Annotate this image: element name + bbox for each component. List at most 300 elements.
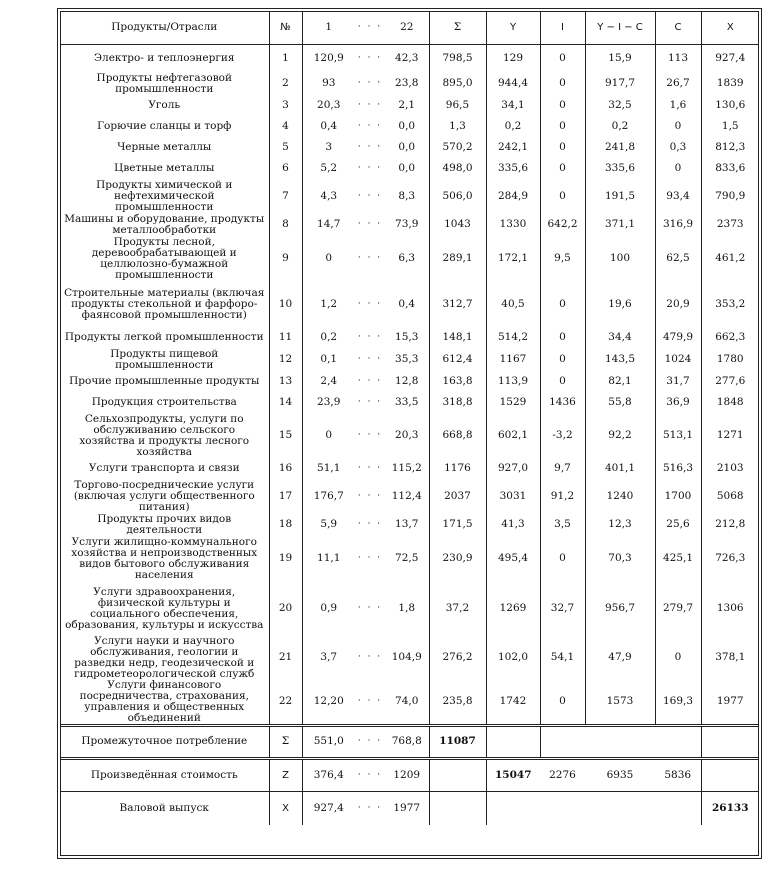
row-dots: · · · xyxy=(357,462,383,473)
value-added-y: 15047 xyxy=(486,758,540,791)
gross-output-col-22: 1977 xyxy=(385,791,429,825)
row-dots: · · · xyxy=(357,219,383,229)
x-value: 1,5 xyxy=(721,119,739,132)
header-y-i-c: Y − I − C xyxy=(585,11,655,45)
gross-output-label: Валовой выпуск xyxy=(60,791,269,825)
i-value: 0 xyxy=(540,116,585,137)
value-added-symbol: Z xyxy=(269,758,302,791)
c-value: 0,3 xyxy=(655,137,701,158)
sum-value: 2037 xyxy=(429,479,486,514)
y-value: 1742 xyxy=(486,680,540,726)
c-value: 113 xyxy=(655,45,701,73)
row-number: 15 xyxy=(269,414,302,458)
sum-value: 612,4 xyxy=(429,349,486,371)
row-number: 6 xyxy=(269,158,302,179)
product-name: Горючие сланцы и торф xyxy=(60,116,269,137)
empty-cell xyxy=(429,791,486,825)
product-name: Услуги здравоохранения, физической культуры и социального обеспечения, образования, культуры и искусства xyxy=(60,582,269,636)
y-value: 1529 xyxy=(486,392,540,414)
row-dots: · · · xyxy=(357,120,383,131)
y-i-c-value: 401,1 xyxy=(585,458,655,479)
i-value: 91,2 xyxy=(540,479,585,514)
col-22-value: 0,0 xyxy=(398,161,416,174)
y-i-c-value: 55,8 xyxy=(585,392,655,414)
row-dots: · · · xyxy=(357,53,383,64)
row-number: 13 xyxy=(269,371,302,392)
y-i-c-value: 70,3 xyxy=(585,536,655,582)
product-name: Черные металлы xyxy=(60,137,269,158)
sum-value: 96,5 xyxy=(429,95,486,116)
c-value: 1024 xyxy=(655,349,701,371)
col-22-value: 33,5 xyxy=(395,396,419,408)
value-added-i: 2276 xyxy=(540,758,585,791)
table-row xyxy=(60,371,759,392)
x-value: 277,6 xyxy=(715,374,746,387)
header-i: I xyxy=(540,11,585,45)
row-dots: · · · xyxy=(357,190,383,201)
empty-cell xyxy=(585,791,655,825)
sum-value: 318,8 xyxy=(429,392,486,414)
row-number: 3 xyxy=(269,95,302,116)
col-22-value: 12,8 xyxy=(395,374,419,387)
header-y: Y xyxy=(486,11,540,45)
c-value: 0 xyxy=(655,116,701,137)
col-22-value: 35,3 xyxy=(395,353,419,365)
c-value: 31,7 xyxy=(655,371,701,392)
y-value: 944,4 xyxy=(486,73,540,95)
sum-value: 570,2 xyxy=(429,137,486,158)
i-value: 0 xyxy=(540,73,585,95)
i-value: 0 xyxy=(540,327,585,349)
empty-cell xyxy=(540,725,585,758)
row-dots: · · · xyxy=(357,603,383,613)
table-row xyxy=(60,414,759,458)
i-value: 54,1 xyxy=(540,636,585,680)
y-i-c-value: 19,6 xyxy=(585,282,655,327)
i-value: 0 xyxy=(540,371,585,392)
total-dots: · · · xyxy=(355,725,385,758)
y-i-c-value: 956,7 xyxy=(585,582,655,636)
i-value: 0 xyxy=(540,137,585,158)
y-i-c-value: 143,5 xyxy=(585,349,655,371)
row-dots: · · · xyxy=(357,99,383,110)
row-number: 18 xyxy=(269,514,302,536)
col-1-value: 0 xyxy=(325,252,333,264)
col-1-value: 93 xyxy=(322,77,336,89)
i-value: 0 xyxy=(540,282,585,327)
y-value: 1269 xyxy=(486,582,540,636)
i-value: 0 xyxy=(540,158,585,179)
table-row xyxy=(60,514,759,536)
table-row xyxy=(60,458,759,479)
col-1-value: 0,4 xyxy=(320,119,338,132)
x-value: 212,8 xyxy=(715,518,746,530)
col-1-value: 5,2 xyxy=(320,161,338,174)
y-value: 495,4 xyxy=(486,536,540,582)
col-22-value: 115,2 xyxy=(391,461,422,474)
col-1-value: 120,9 xyxy=(313,52,344,65)
table-row xyxy=(60,349,759,371)
empty-cell xyxy=(429,758,486,791)
row-number: 4 xyxy=(269,116,302,137)
empty-cell xyxy=(486,791,540,825)
x-value: 927,4 xyxy=(715,52,746,65)
product-name: Торгово-посреднические услуги (включая услуги общественного питания) xyxy=(60,479,269,514)
col-1-value: 176,7 xyxy=(313,489,344,502)
y-value: 3031 xyxy=(486,479,540,514)
table-row xyxy=(60,73,759,95)
gross-output-x: 26133 xyxy=(701,791,759,825)
i-value: -3,2 xyxy=(540,414,585,458)
sum-value: 235,8 xyxy=(429,680,486,726)
product-name: Уголь xyxy=(60,95,269,116)
c-value: 513,1 xyxy=(655,414,701,458)
y-i-c-value: 82,1 xyxy=(585,371,655,392)
sum-value: 230,9 xyxy=(429,536,486,582)
i-value: 1436 xyxy=(540,392,585,414)
y-value: 40,5 xyxy=(486,282,540,327)
x-value: 1780 xyxy=(716,353,744,365)
col-22-value: 2,1 xyxy=(398,98,416,111)
sum-value: 498,0 xyxy=(429,158,486,179)
row-dots: · · · xyxy=(357,696,383,706)
i-value: 0 xyxy=(540,349,585,371)
value-added-row xyxy=(60,758,759,791)
col-1-value: 3 xyxy=(325,140,333,153)
table-row xyxy=(60,479,759,514)
row-number: 7 xyxy=(269,179,302,214)
sum-value: 668,8 xyxy=(429,414,486,458)
row-dots: · · · xyxy=(357,141,383,152)
c-value: 20,9 xyxy=(655,282,701,327)
header-products: Продукты/Отрасли xyxy=(60,11,269,45)
sum-value: 289,1 xyxy=(429,236,486,282)
row-dots: · · · xyxy=(357,430,383,440)
col-22-value: 8,3 xyxy=(398,189,416,202)
col-1-value: 0,9 xyxy=(320,602,338,614)
sum-value: 148,1 xyxy=(429,327,486,349)
product-name: Услуги финансового посредничества, страхования, управления и общественных объединений xyxy=(60,680,269,726)
col-1-value: 14,7 xyxy=(317,218,341,230)
table-row xyxy=(60,95,759,116)
c-value: 479,9 xyxy=(655,327,701,349)
sum-value: 1176 xyxy=(429,458,486,479)
y-value: 1167 xyxy=(486,349,540,371)
row-dots: · · · xyxy=(357,354,383,364)
col-22-value: 23,8 xyxy=(395,77,419,89)
sum-value: 506,0 xyxy=(429,179,486,214)
x-value: 1306 xyxy=(716,602,744,614)
sum-value: 798,5 xyxy=(429,45,486,73)
table-row xyxy=(60,536,759,582)
y-value: 1330 xyxy=(486,214,540,236)
col-22-value: 72,5 xyxy=(395,552,419,564)
row-dots: · · · xyxy=(357,253,383,263)
col-1-value: 51,1 xyxy=(317,461,341,474)
total-symbol: Σ xyxy=(269,725,302,758)
y-i-c-value: 335,6 xyxy=(585,158,655,179)
product-name: Прочие промышленные продукты xyxy=(60,371,269,392)
product-name: Машины и оборудование, продукты металлообработки xyxy=(60,214,269,236)
header-col-22: 22 xyxy=(385,11,429,45)
table-row xyxy=(60,680,759,726)
x-value: 1839 xyxy=(716,77,744,89)
product-name: Продукция строительства xyxy=(60,392,269,414)
y-i-c-value: 917,7 xyxy=(585,73,655,95)
col-22-value: 13,7 xyxy=(395,518,419,530)
c-value: 0 xyxy=(655,636,701,680)
c-value: 169,3 xyxy=(655,680,701,726)
sum-value: 895,0 xyxy=(429,73,486,95)
c-value: 0 xyxy=(655,158,701,179)
empty-cell xyxy=(701,758,759,791)
header-c: C xyxy=(655,11,701,45)
table-row xyxy=(60,236,759,282)
x-value: 812,3 xyxy=(715,140,746,153)
total-col-1: 551,0 xyxy=(302,725,355,758)
col-1-value: 0 xyxy=(325,429,333,441)
sum-value: 312,7 xyxy=(429,282,486,327)
row-number: 5 xyxy=(269,137,302,158)
table-row xyxy=(60,179,759,214)
sum-value: 37,2 xyxy=(429,582,486,636)
product-name: Продукты легкой промышленности xyxy=(60,327,269,349)
col-22-value: 0,0 xyxy=(398,140,416,153)
y-i-c-value: 1240 xyxy=(585,479,655,514)
sum-value: 1043 xyxy=(429,214,486,236)
table-row xyxy=(60,327,759,349)
empty-cell xyxy=(655,791,701,825)
row-number: 14 xyxy=(269,392,302,414)
row-number: 22 xyxy=(269,680,302,726)
total-col-22: 768,8 xyxy=(385,725,429,758)
empty-cell xyxy=(655,725,701,758)
col-1-value: 5,9 xyxy=(320,518,338,530)
col-22-value: 1,8 xyxy=(398,602,416,614)
product-name: Продукты прочих видов деятельности xyxy=(60,514,269,536)
gross-output-symbol: X xyxy=(269,791,302,825)
col-22-value: 20,3 xyxy=(395,429,419,441)
c-value: 516,3 xyxy=(655,458,701,479)
row-number: 16 xyxy=(269,458,302,479)
total-label: Промежуточное потребление xyxy=(60,725,269,758)
product-name: Продукты лесной, деревообрабатывающей и целлюлозно-бумажной промышленности xyxy=(60,236,269,282)
product-name: Электро- и теплоэнергия xyxy=(60,45,269,73)
empty-cell xyxy=(540,791,585,825)
i-value: 0 xyxy=(540,95,585,116)
row-dots: · · · xyxy=(357,519,383,529)
col-1-value: 12,20 xyxy=(313,695,344,707)
table-row xyxy=(60,636,759,680)
row-number: 12 xyxy=(269,349,302,371)
c-value: 1700 xyxy=(655,479,701,514)
header-number: № xyxy=(269,11,302,45)
c-value: 316,9 xyxy=(655,214,701,236)
col-1-value: 3,7 xyxy=(320,651,338,663)
x-value: 726,3 xyxy=(715,552,746,564)
y-i-c-value: 371,1 xyxy=(585,214,655,236)
c-value: 36,9 xyxy=(655,392,701,414)
y-value: 113,9 xyxy=(486,371,540,392)
i-value: 0 xyxy=(540,45,585,73)
x-value: 1977 xyxy=(716,695,744,707)
x-value: 833,6 xyxy=(715,161,746,174)
product-name: Услуги науки и научного обслуживания, геологии и разведки недр, геодезической и гидрометеорологической служб xyxy=(60,636,269,680)
product-name: Продукты химической и нефтехимической промышленности xyxy=(60,179,269,214)
row-number: 2 xyxy=(269,73,302,95)
row-dots: · · · xyxy=(357,397,383,407)
total-sum: 11087 xyxy=(429,725,486,758)
row-dots: · · · xyxy=(357,490,383,501)
col-1-value: 11,1 xyxy=(317,552,341,564)
col-22-value: 6,3 xyxy=(398,252,416,264)
c-value: 279,7 xyxy=(655,582,701,636)
value-added-col-1: 376,4 xyxy=(302,758,355,791)
table-row xyxy=(60,116,759,137)
y-value: 34,1 xyxy=(486,95,540,116)
row-dots: · · · xyxy=(357,652,383,662)
c-value: 425,1 xyxy=(655,536,701,582)
x-value: 130,6 xyxy=(715,98,746,111)
col-1-value: 4,3 xyxy=(320,189,338,202)
x-value: 1848 xyxy=(716,396,744,408)
i-value: 3,5 xyxy=(540,514,585,536)
row-dots: · · · xyxy=(357,553,383,563)
x-value: 5068 xyxy=(716,489,744,502)
x-value: 790,9 xyxy=(715,189,746,202)
col-22-value: 0,0 xyxy=(398,119,416,132)
row-number: 8 xyxy=(269,214,302,236)
x-value: 2373 xyxy=(716,218,744,230)
y-i-c-value: 100 xyxy=(585,236,655,282)
x-value: 662,3 xyxy=(715,331,746,343)
gross-output-row xyxy=(60,791,759,825)
y-i-c-value: 12,3 xyxy=(585,514,655,536)
y-value: 335,6 xyxy=(486,158,540,179)
sum-value: 1,3 xyxy=(429,116,486,137)
y-i-c-value: 92,2 xyxy=(585,414,655,458)
value-added-c: 5836 xyxy=(655,758,701,791)
y-value: 927,0 xyxy=(486,458,540,479)
row-number: 20 xyxy=(269,582,302,636)
x-value: 378,1 xyxy=(715,651,746,663)
product-name: Продукты пищевой промышленности xyxy=(60,349,269,371)
y-value: 602,1 xyxy=(486,414,540,458)
product-name: Сельхозпродукты, услуги по обслуживанию сельского хозяйства и продукты лесного хозяйства xyxy=(60,414,269,458)
y-value: 129 xyxy=(486,45,540,73)
y-value: 0,2 xyxy=(486,116,540,137)
intermediate-consumption-row xyxy=(60,725,759,758)
row-number: 9 xyxy=(269,236,302,282)
col-1-value: 0,2 xyxy=(320,331,338,343)
value-added-col-22: 1209 xyxy=(385,758,429,791)
empty-cell xyxy=(486,725,540,758)
x-value: 2103 xyxy=(716,461,744,474)
c-value: 1,6 xyxy=(655,95,701,116)
col-22-value: 74,0 xyxy=(395,695,419,707)
header-row xyxy=(60,11,759,45)
c-value: 62,5 xyxy=(655,236,701,282)
i-value: 9,5 xyxy=(540,236,585,282)
product-name: Услуги транспорта и связи xyxy=(60,458,269,479)
table-row xyxy=(60,582,759,636)
sum-value: 276,2 xyxy=(429,636,486,680)
value-added-label: Произведённая стоимость xyxy=(60,758,269,791)
i-value: 9,7 xyxy=(540,458,585,479)
y-value: 102,0 xyxy=(486,636,540,680)
col-22-value: 73,9 xyxy=(395,218,419,230)
header-x: X xyxy=(701,11,759,45)
empty-cell xyxy=(585,725,655,758)
product-name: Услуги жилищно-коммунального хозяйства и непроизводственных видов бытового обслуживания населения xyxy=(60,536,269,582)
y-i-c-value: 32,5 xyxy=(585,95,655,116)
i-value: 0 xyxy=(540,536,585,582)
y-i-c-value: 47,9 xyxy=(585,636,655,680)
table-row xyxy=(60,137,759,158)
row-dots: · · · xyxy=(357,298,383,309)
product-name: Продукты нефтегазовой промышленности xyxy=(60,73,269,95)
table-row xyxy=(60,214,759,236)
col-1-value: 20,3 xyxy=(317,98,341,111)
x-value: 461,2 xyxy=(715,252,746,264)
y-i-c-value: 191,5 xyxy=(585,179,655,214)
product-name: Строительные материалы (включая продукты стекольной и фарфоро-фаянсовой промышленности) xyxy=(60,282,269,327)
row-number: 11 xyxy=(269,327,302,349)
col-22-value: 104,9 xyxy=(391,651,422,663)
c-value: 25,6 xyxy=(655,514,701,536)
table-row xyxy=(60,392,759,414)
col-22-value: 112,4 xyxy=(391,489,422,502)
value-added-y-i-c: 6935 xyxy=(585,758,655,791)
row-number: 21 xyxy=(269,636,302,680)
c-value: 93,4 xyxy=(655,179,701,214)
row-number: 19 xyxy=(269,536,302,582)
i-value: 0 xyxy=(540,179,585,214)
row-number: 10 xyxy=(269,282,302,327)
y-i-c-value: 15,9 xyxy=(585,45,655,73)
row-dots: · · · xyxy=(357,375,383,386)
col-1-value: 0,1 xyxy=(320,353,338,365)
i-value: 0 xyxy=(540,680,585,726)
x-value: 1271 xyxy=(716,429,744,441)
y-value: 41,3 xyxy=(486,514,540,536)
value-added-dots: · · · xyxy=(355,758,385,791)
header-col-1: 1 xyxy=(302,11,355,45)
col-1-value: 1,2 xyxy=(320,297,338,310)
input-output-table xyxy=(60,11,759,825)
col-1-value: 23,9 xyxy=(317,396,341,408)
row-dots: · · · xyxy=(357,332,383,342)
row-dots: · · · xyxy=(357,162,383,173)
y-i-c-value: 34,4 xyxy=(585,327,655,349)
col-22-value: 15,3 xyxy=(395,331,419,343)
sum-value: 171,5 xyxy=(429,514,486,536)
y-value: 514,2 xyxy=(486,327,540,349)
row-number: 1 xyxy=(269,45,302,73)
i-value: 642,2 xyxy=(540,214,585,236)
y-i-c-value: 1573 xyxy=(585,680,655,726)
table-row xyxy=(60,45,759,73)
gross-output-col-1: 927,4 xyxy=(302,791,355,825)
y-value: 284,9 xyxy=(486,179,540,214)
table-row xyxy=(60,282,759,327)
col-22-value: 42,3 xyxy=(395,52,419,65)
sum-value: 163,8 xyxy=(429,371,486,392)
y-value: 242,1 xyxy=(486,137,540,158)
header-dots: · · · xyxy=(355,11,385,45)
y-value: 172,1 xyxy=(486,236,540,282)
header-sum: Σ xyxy=(429,11,486,45)
